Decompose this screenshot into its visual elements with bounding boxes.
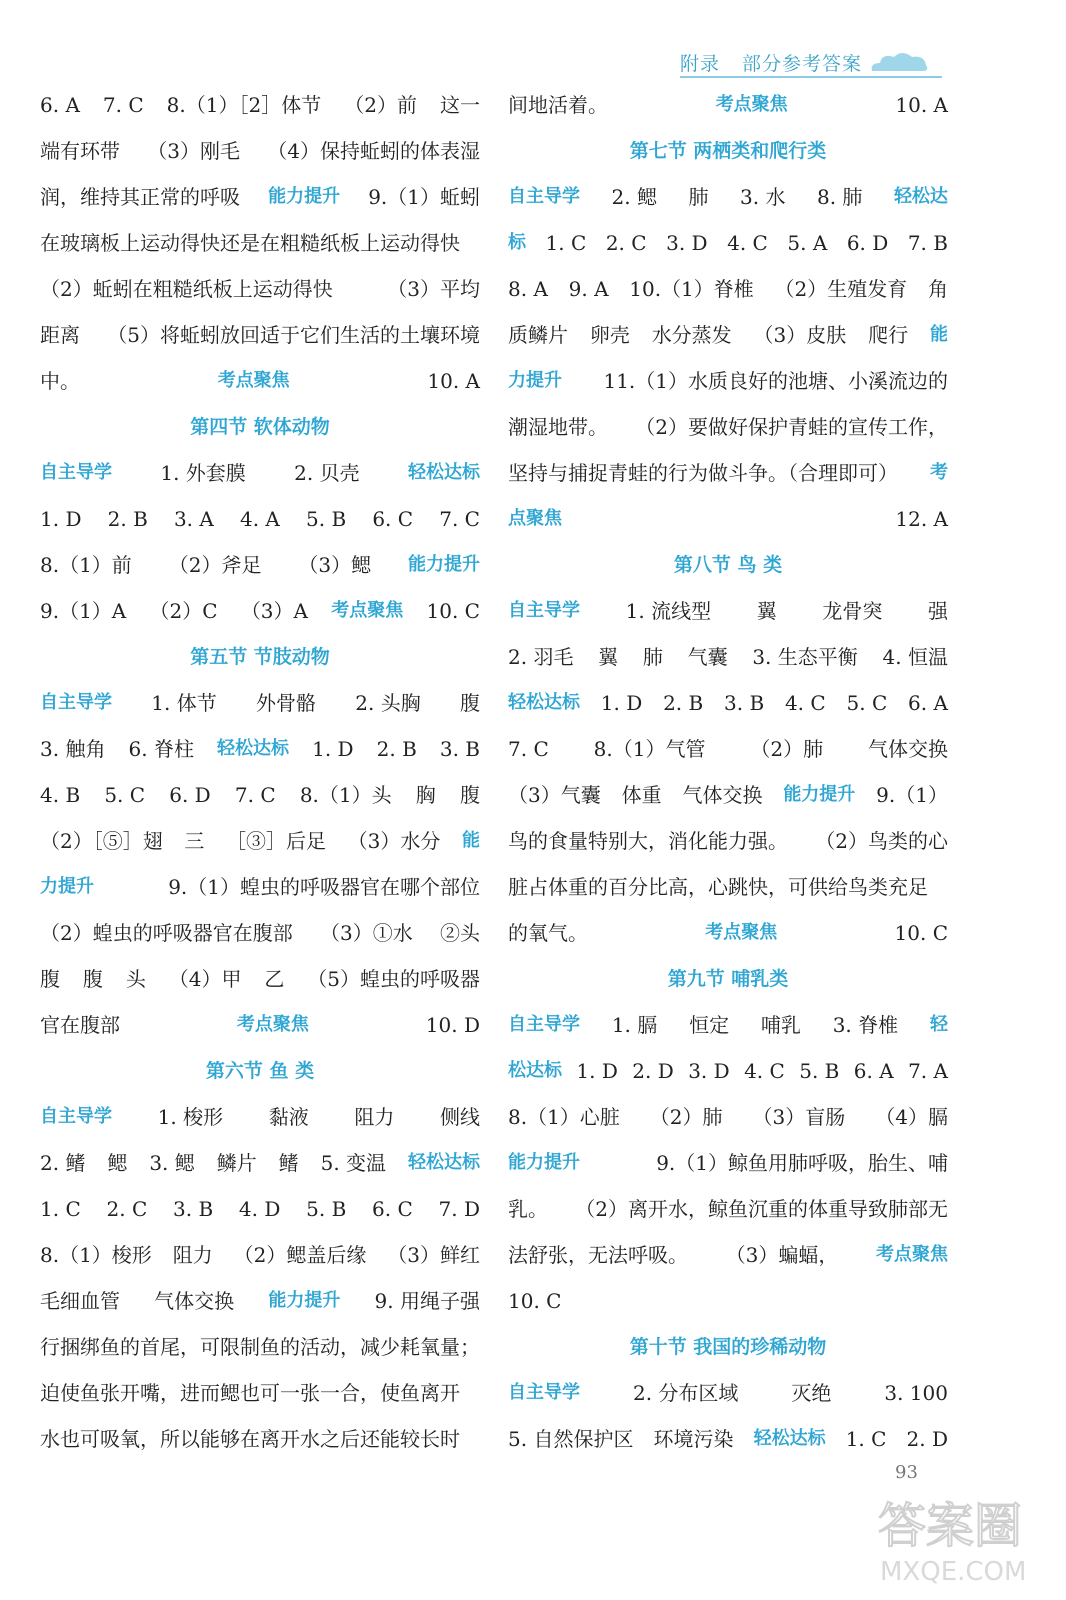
answer-text: 7. A	[908, 1059, 948, 1083]
answer-text: （2）C	[149, 599, 218, 623]
category-tag: 轻松达标	[508, 692, 580, 713]
answer-text: 1. 外套膜	[160, 461, 246, 485]
answer-text: 水分蒸发	[651, 323, 732, 347]
answer-line	[40, 542, 480, 588]
answer-text: 在玻璃板上运动得快还是在粗糙纸板上运动得快	[40, 231, 460, 255]
answer-text: 6. C	[372, 507, 414, 531]
answer-text: 肺	[642, 645, 663, 669]
answer-line	[508, 312, 948, 358]
answer-text: 气体交换	[154, 1289, 235, 1313]
answer-text: 鳃	[107, 1151, 128, 1175]
answer-text: 法舒张，无法呼吸。	[508, 1243, 688, 1267]
section-heading: 第四节 软体动物	[190, 416, 330, 438]
answer-text: 龙骨突	[822, 599, 883, 623]
answer-text: 阻力	[172, 1243, 213, 1267]
answer-text: 5. 变温	[320, 1151, 387, 1175]
category-tag: 考点聚焦	[236, 1014, 309, 1035]
answer-text: 3. 水	[740, 185, 786, 209]
answer-text: （3）气囊	[508, 783, 601, 807]
answer-text: 1. D	[312, 737, 354, 761]
answer-text: （4）甲	[168, 967, 242, 991]
answer-text: 8.（1）梭形	[40, 1243, 152, 1267]
right-column	[508, 82, 948, 1462]
answer-line	[508, 772, 948, 818]
answer-text: （4）保持蚯蚓的体表湿	[267, 139, 480, 163]
answer-text: ［③］后足	[225, 829, 326, 853]
section-heading: 第七节 两栖类和爬行类	[629, 140, 827, 162]
watermark-text: 答案圈	[878, 1498, 1023, 1554]
category-tag: 考点聚焦	[217, 370, 290, 391]
answer-text: 5. C	[104, 783, 146, 807]
answer-text: 腹	[459, 691, 480, 715]
answer-text: 9. A	[568, 277, 609, 301]
category-tag: 力提升	[508, 370, 562, 391]
answer-line	[40, 680, 480, 726]
answer-text: 气体交换	[682, 783, 763, 807]
category-tag: 能力提升	[508, 1152, 580, 1173]
answer-text: （3）水分	[347, 829, 441, 853]
answer-text: 2. C	[106, 1197, 148, 1221]
answer-text: （3）平均	[387, 277, 480, 301]
category-tag: 轻松达标	[217, 738, 290, 759]
left-column	[40, 82, 480, 1462]
answer-text: 卵壳	[589, 323, 630, 347]
answer-text: 6. D	[169, 783, 211, 807]
answer-text: 鳞片	[216, 1151, 257, 1175]
answer-line	[508, 1232, 948, 1278]
answer-text: 强	[927, 599, 948, 623]
answer-line	[508, 1278, 948, 1324]
answer-text: 2. D	[632, 1059, 674, 1083]
answer-text: 2. D	[906, 1427, 948, 1451]
answer-text: 2. 鳃	[611, 185, 657, 209]
category-tag: 自主导学	[508, 186, 580, 207]
answer-line	[508, 726, 948, 772]
answer-text: 鳍	[278, 1151, 299, 1175]
answer-text: 6. D	[846, 231, 889, 255]
answer-line	[40, 588, 480, 634]
answer-text: 距离	[40, 323, 80, 347]
header-title: 部分参考答案	[742, 52, 863, 75]
answer-text: 3. 脊椎	[832, 1013, 899, 1037]
answer-text: 阻力	[354, 1105, 395, 1129]
answer-line	[508, 588, 948, 634]
answer-line	[40, 956, 480, 1002]
answer-text: 6. A	[40, 93, 80, 117]
answer-line	[508, 818, 948, 864]
answer-text: （2）肺	[750, 737, 824, 761]
answer-text: 1. 梭形	[157, 1105, 224, 1129]
answer-text: 8.（1）心脏	[508, 1105, 620, 1129]
category-tag: 自主导学	[508, 1014, 580, 1035]
answer-text: 10. A	[427, 369, 480, 393]
answer-line	[508, 450, 948, 496]
answer-text: 1. C	[40, 1197, 81, 1221]
answer-text: 侧线	[439, 1105, 480, 1129]
answer-text: （2）前	[344, 93, 417, 117]
answer-text: （2）斧足	[168, 553, 262, 577]
answer-line	[40, 726, 480, 772]
answer-text: 2. 分布区域	[632, 1381, 739, 1405]
category-tag: 自主导学	[40, 692, 112, 713]
answer-text: 5. C	[846, 691, 888, 715]
answer-text: 腹	[40, 967, 60, 991]
answer-line	[40, 910, 480, 956]
answer-text: 7. B	[907, 231, 948, 255]
answer-text: 8.（1）气管	[593, 737, 706, 761]
answer-text: （2）蚯蚓在粗糙纸板上运动得快	[40, 277, 333, 301]
answer-text: （2）要做好保护青蛙的宣传工作，	[635, 415, 948, 439]
answer-text: 迫使鱼张开嘴，进而鳃也可一张一合，使鱼离开	[40, 1381, 460, 1405]
category-tag: 能	[461, 830, 480, 851]
answer-text: 4. D	[238, 1197, 281, 1221]
answer-text: （3）A	[240, 599, 308, 623]
category-tag: 能力提升	[268, 186, 341, 207]
answer-line	[40, 312, 480, 358]
answer-text: 5. B	[799, 1059, 840, 1083]
answer-text: 5. B	[306, 1197, 347, 1221]
answer-text: 3. 100	[884, 1381, 948, 1405]
answer-text: （3）皮肤	[753, 323, 847, 347]
answer-line	[40, 1094, 480, 1140]
answer-text: 9.（1）蝗虫的呼吸器官在哪个部位	[168, 875, 480, 899]
answer-text: 2. B	[107, 507, 148, 531]
answer-text: 毛细血管	[40, 1289, 120, 1313]
answer-line	[508, 496, 948, 542]
answer-line	[40, 772, 480, 818]
category-tag: 标	[508, 232, 526, 253]
answer-line	[40, 358, 480, 404]
cloud-icon	[868, 49, 930, 75]
section-heading: 第六节 鱼 类	[205, 1060, 315, 1082]
answer-line	[40, 1278, 480, 1324]
answer-line	[40, 82, 480, 128]
answer-line	[40, 266, 480, 312]
answer-text: 3. A	[173, 507, 214, 531]
answer-text: 官在腹部	[40, 1013, 120, 1037]
answer-text: 2. C	[605, 231, 647, 255]
answer-line	[508, 910, 948, 956]
answer-text: 2. 鳍	[40, 1151, 86, 1175]
answer-line	[40, 496, 480, 542]
answer-text: 8. 肺	[816, 185, 863, 209]
answer-line	[40, 1232, 480, 1278]
answer-line	[508, 1416, 948, 1462]
category-tag: 轻	[929, 1014, 948, 1035]
answer-text: （3）鲜红	[387, 1243, 480, 1267]
answer-text: 体重	[621, 783, 662, 807]
answer-text: 外骨骼	[255, 691, 316, 715]
answer-text: 8.（1）［2］体节	[166, 93, 322, 117]
header-rule	[680, 76, 942, 78]
category-tag: 能力提升	[268, 1290, 341, 1311]
answer-text: （2）鸟类的心	[815, 829, 948, 853]
answer-text: （2）鳃盖后缘	[233, 1243, 367, 1267]
answer-line	[508, 220, 948, 266]
answer-text: 气囊	[687, 645, 728, 669]
answer-line	[40, 1002, 480, 1048]
answer-text: 3. 触角	[40, 737, 106, 761]
answer-line	[40, 1186, 480, 1232]
answer-text: 4. C	[784, 691, 826, 715]
answer-text: 端有环带	[40, 139, 120, 163]
answer-text: 9.（1）蚯蚓	[368, 185, 480, 209]
answer-text: 7. C	[439, 507, 480, 531]
answer-line	[40, 864, 480, 910]
category-tag: 自主导学	[508, 1382, 580, 1403]
answer-text: 4. A	[239, 507, 280, 531]
answer-text: 气体交换	[867, 737, 948, 761]
answer-text: 9.（1）	[876, 783, 948, 807]
answer-text: 乳。	[508, 1197, 548, 1221]
answer-text: 3. B	[173, 1197, 214, 1221]
answer-text: 间地活着。	[508, 93, 608, 117]
answer-text: 肺	[688, 185, 709, 209]
answer-text: 8.（1）前	[40, 553, 132, 577]
answer-text: ②头	[440, 921, 480, 945]
category-tag: 考点聚焦	[705, 922, 778, 943]
category-tag: 轻松达标	[407, 462, 480, 483]
answer-text: 2. 羽毛	[508, 645, 574, 669]
answer-text: 中。	[40, 369, 80, 393]
section-heading: 第九节 哺乳类	[667, 968, 789, 990]
page-number: 93	[895, 1462, 918, 1483]
answer-text: 灭绝	[791, 1381, 832, 1405]
category-tag: 轻松达标	[753, 1428, 826, 1449]
answer-text: 2. 头胸	[355, 691, 421, 715]
answer-line	[40, 450, 480, 496]
category-tag: 自主导学	[40, 1106, 112, 1127]
answer-text: 坚持与捕捉青蛙的行为做斗争。（合理即可）	[508, 461, 898, 485]
answer-line	[508, 1370, 948, 1416]
answer-text: 1. C	[545, 231, 587, 255]
answer-text: 7. C	[508, 737, 549, 761]
answer-text: 9. 用绳子强	[374, 1289, 480, 1313]
answer-text: 7. D	[438, 1197, 480, 1221]
answer-text: 4. 恒温	[882, 645, 948, 669]
answer-text: （2）生殖发育	[774, 277, 908, 301]
answer-text: 脏占体重的百分比高，心跳快，可供给鸟类充足	[508, 875, 928, 899]
answer-text: 头	[125, 967, 146, 991]
answer-text: （3）①水	[320, 921, 413, 945]
answer-text: （2）肺	[649, 1105, 723, 1129]
answer-text: 胸	[415, 783, 436, 807]
answer-line	[508, 358, 948, 404]
section-heading: 第八节 鸟 类	[673, 554, 783, 576]
answer-text: 7. C	[234, 783, 276, 807]
answer-text: 1. D	[600, 691, 643, 715]
category-tag: 自主导学	[40, 462, 112, 483]
answer-line	[508, 680, 948, 726]
category-tag: 松达标	[508, 1060, 562, 1081]
category-tag: 自主导学	[508, 600, 580, 621]
answer-text: 5. B	[306, 507, 347, 531]
category-tag: 考	[930, 462, 948, 483]
answer-text: 1. 体节	[151, 691, 217, 715]
watermark-logo	[870, 1480, 1045, 1590]
section-heading: 第十节 我国的珍稀动物	[629, 1336, 827, 1358]
answer-line	[40, 1140, 480, 1186]
page-header	[680, 44, 930, 80]
answer-line	[40, 220, 480, 266]
answer-line	[40, 128, 480, 174]
answer-text: 2. 贝壳	[294, 461, 360, 485]
category-tag: 考点聚焦	[715, 94, 788, 115]
answer-text: 腹	[82, 967, 103, 991]
answer-text: 6. A	[908, 691, 948, 715]
answer-text: 10. D	[425, 1013, 480, 1037]
answer-line	[508, 634, 948, 680]
answer-line	[508, 1002, 948, 1048]
answer-text: （3）刚毛	[147, 139, 240, 163]
category-tag: 轻松达标	[407, 1152, 480, 1173]
answer-text: 水也可吸氧，所以能够在离开水之后还能较长时	[40, 1427, 460, 1451]
answer-line	[40, 818, 480, 864]
answer-text: 的氧气。	[508, 921, 588, 945]
answer-text: 3. B	[439, 737, 480, 761]
category-tag: 能	[929, 324, 948, 345]
answer-text: 3. 生态平衡	[752, 645, 858, 669]
answer-text: 腹	[459, 783, 480, 807]
answer-text: 8.（1）头	[299, 783, 392, 807]
answer-text: 9.（1）A	[40, 599, 127, 623]
answer-text: 2. B	[663, 691, 704, 715]
answer-text: 5. 自然保护区	[508, 1427, 634, 1451]
answer-text: 潮湿地带。	[508, 415, 608, 439]
category-tag: 能力提升	[408, 554, 480, 575]
answer-line	[40, 1324, 480, 1370]
answer-line	[508, 82, 948, 128]
answer-text: 6. A	[853, 1059, 894, 1083]
answer-text: 2. B	[376, 737, 417, 761]
answer-text: 3. D	[666, 231, 708, 255]
answer-line	[508, 1140, 948, 1186]
answer-text: （2）离开水，鲸鱼沉重的体重导致肺部无	[575, 1197, 948, 1221]
answer-text: 角	[927, 277, 948, 301]
answer-text: 鸟的食量特别大，消化能力强。	[508, 829, 788, 853]
answer-text: 爬行	[868, 323, 909, 347]
answer-line	[40, 1416, 480, 1462]
answer-line	[508, 404, 948, 450]
watermark-url: MXQE.COM	[880, 1557, 1027, 1587]
answer-text: 11.（1）水质良好的池塘、小溪流边的	[603, 369, 948, 393]
answer-text: 3. 鳃	[149, 1151, 195, 1175]
answer-text: 4. C	[727, 231, 768, 255]
answer-text: 3. B	[724, 691, 765, 715]
answer-text: （2）［⑤］翅	[40, 829, 163, 853]
answer-text: 润，维持其正常的呼吸	[40, 185, 240, 209]
answer-text: 4. B	[40, 783, 81, 807]
answer-text: 9.（1）鲸鱼用肺呼吸，胎生、哺	[656, 1151, 948, 1175]
answer-text: 恒定	[689, 1013, 730, 1037]
answer-text: 10. A	[895, 93, 948, 117]
header-appendix: 附录	[680, 52, 721, 75]
answer-text: （3）蝙蝠，	[725, 1243, 839, 1267]
answer-line	[508, 1186, 948, 1232]
answer-text: （5）将蚯蚓放回适于它们生活的土壤环境	[107, 323, 480, 347]
answer-text: 10.（1）脊椎	[629, 277, 754, 301]
answer-text: （5）蝗虫的呼吸器	[307, 967, 480, 991]
answer-text: 1. D	[40, 507, 82, 531]
answer-text: 1. 流线型	[625, 599, 712, 623]
answer-text: 6. 脊柱	[128, 737, 194, 761]
answer-text: 10. C	[426, 599, 480, 623]
answer-text: 三	[184, 829, 205, 853]
category-tag: 轻松达	[893, 186, 948, 207]
answer-text: 10. C	[508, 1289, 562, 1313]
answer-line	[508, 266, 948, 312]
category-tag: 力提升	[40, 876, 94, 897]
answer-text: 环境污染	[653, 1427, 734, 1451]
category-tag: 点聚焦	[508, 508, 562, 529]
answer-text: 1. 膈	[611, 1013, 658, 1037]
answer-text: （4）膈	[875, 1105, 948, 1129]
answer-text: 10. C	[894, 921, 948, 945]
answer-text: 这一	[439, 93, 480, 117]
category-tag: 考点聚焦	[331, 600, 404, 621]
answer-text: 行捆绑鱼的首尾，可限制鱼的活动，减少耗氧量；	[40, 1335, 480, 1359]
category-tag: 能力提升	[783, 784, 856, 805]
answer-line	[40, 174, 480, 220]
answer-text: 翼	[598, 645, 619, 669]
answer-text: （3）鳃	[298, 553, 372, 577]
answer-text: 翼	[756, 599, 777, 623]
answer-text: （2）蝗虫的呼吸器官在腹部	[40, 921, 293, 945]
answer-text: 12. A	[895, 507, 948, 531]
answer-text: 1. C	[845, 1427, 887, 1451]
category-tag: 考点聚焦	[875, 1244, 948, 1265]
section-heading: 第五节 节肢动物	[190, 646, 330, 668]
answer-text: 4. C	[744, 1059, 785, 1083]
answer-text: 3. D	[688, 1059, 730, 1083]
answer-text: 8. A	[508, 277, 548, 301]
answer-text: 6. C	[372, 1197, 413, 1221]
answer-text: 乙	[264, 967, 285, 991]
answer-line	[508, 174, 948, 220]
answer-text: 1. D	[576, 1059, 618, 1083]
answer-line	[40, 1370, 480, 1416]
answer-text: 哺乳	[760, 1013, 801, 1037]
answer-text: （3）盲肠	[752, 1105, 846, 1129]
answer-text: 7. C	[102, 93, 144, 117]
answer-line	[508, 1048, 948, 1094]
answer-text: 质鳞片	[508, 323, 568, 347]
answer-line	[508, 1094, 948, 1140]
answer-text: 5. A	[787, 231, 828, 255]
answer-text: 黏液	[268, 1105, 309, 1129]
answer-line	[508, 864, 948, 910]
